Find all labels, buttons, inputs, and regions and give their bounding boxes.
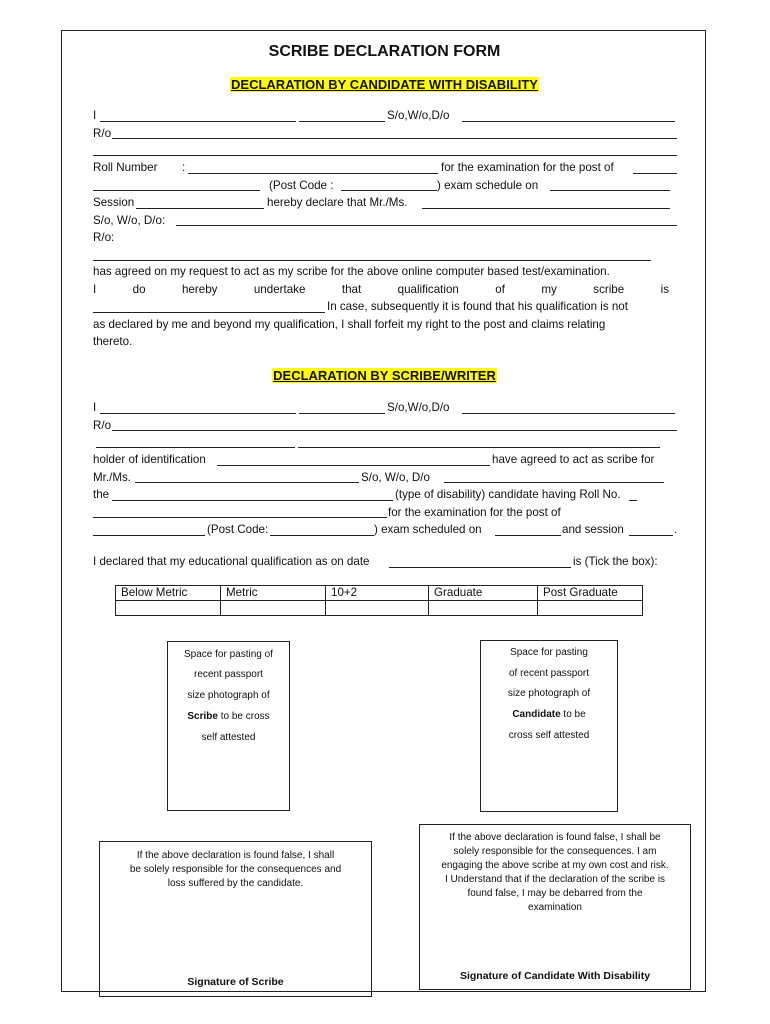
sig-cand-text: If the above declaration is found false, I shall be [449, 832, 661, 843]
qual-text-1: I declared that my educational qualification as on date [93, 555, 370, 568]
signature-box-scribe[interactable] [99, 841, 372, 997]
agreed-text: has agreed on my request to act as my scribe for the above online computer based test/examination. [93, 265, 610, 278]
photo-cand-line: of recent passport [508, 668, 590, 679]
thereto-text: thereto. [93, 335, 133, 348]
scr-name-line[interactable] [100, 413, 296, 414]
roll-number-line[interactable] [188, 173, 438, 174]
table-row [116, 601, 643, 616]
session-label: Session [93, 196, 135, 209]
scr-post-code-line[interactable] [270, 535, 374, 536]
qualification-table [115, 585, 643, 616]
tick-box-below-metric[interactable] [116, 601, 221, 616]
photo-scribe-line [168, 711, 289, 722]
roll-label: Roll Number [93, 161, 158, 174]
exam-post-text: for the examination for the post of [441, 161, 614, 174]
form-title: SCRIBE DECLARATION FORM [268, 43, 501, 60]
sig-cand-text: engaging the above scribe at my own cost and risk. [441, 860, 669, 871]
scr-agreed-text: have agreed to act as scribe for [492, 453, 655, 466]
tick-box-10-2[interactable] [326, 601, 429, 616]
cand-name-line[interactable] [100, 121, 296, 122]
form-border [61, 30, 706, 992]
cand-i-label: I [93, 109, 97, 122]
cand-name-line-scr[interactable] [135, 482, 359, 483]
scr-session-line[interactable] [629, 535, 673, 536]
scribe-father-line[interactable] [176, 225, 677, 226]
for-exam-text: for the examination for the post of [388, 506, 561, 519]
qual-date-line[interactable] [389, 567, 571, 568]
post-line-2[interactable] [93, 190, 260, 191]
in-case-text: In case, subsequently it is found that his qualification is not [327, 300, 628, 313]
undertake-word: hereby [181, 283, 218, 296]
undertake-word: I [93, 283, 97, 296]
sig-cand-text: I Understand that if the declaration of the scribe is [444, 874, 666, 885]
cand-name-line-2[interactable] [299, 121, 385, 122]
qual-header-10-2: 10+2 [326, 586, 429, 601]
photo-box-candidate[interactable] [480, 640, 618, 812]
photo-cand-line [481, 709, 617, 720]
photo-scribe-line: size photograph of [187, 690, 270, 701]
scribe-qual-line[interactable] [93, 312, 325, 313]
exam-schedule-text: ) exam schedule on [437, 179, 539, 192]
scr-ro-label: R/o [93, 419, 112, 432]
qual-header-post-graduate: Post Graduate [538, 586, 643, 601]
signature-scribe-label: Signature of Scribe [187, 976, 284, 988]
the-label: the [93, 488, 110, 501]
qual-header-metric: Metric [221, 586, 326, 601]
photo-box-scribe[interactable] [167, 641, 290, 811]
cand-father-line[interactable] [462, 121, 675, 122]
scr-name-line-2[interactable] [299, 413, 385, 414]
photo-cand-line: Space for pasting [510, 647, 588, 658]
table-row [116, 586, 643, 601]
cand-ro-label: R/o [93, 127, 112, 140]
session-text: and session [562, 523, 624, 536]
qual-text-2: is (Tick the box): [573, 555, 658, 568]
cand-ro2-label: R/o: [93, 231, 115, 244]
sig-scribe-text: loss suffered by the candidate. [167, 878, 304, 889]
photo-scribe-bold: Scribe [187, 711, 218, 722]
post-code-text: (Post Code : [269, 179, 334, 192]
scribe-name-line[interactable] [422, 208, 670, 209]
photo-cand-bold: Candidate [512, 709, 561, 720]
photo-cand-after: to be [560, 709, 586, 720]
mrms-label: Mr./Ms. [93, 471, 131, 484]
cand-so-label: S/o,W/o,D/o [387, 109, 450, 122]
sig-cand-text: examination [528, 902, 582, 913]
tick-box-post-graduate[interactable] [538, 601, 643, 616]
scr-address-line-2b[interactable] [298, 447, 660, 448]
candidate-heading-wrap [62, 76, 707, 94]
photo-scribe-line: self attested [201, 732, 256, 743]
scheduled-date-line[interactable] [495, 535, 561, 536]
exam-line[interactable] [93, 517, 387, 518]
holder-text: holder of identification [93, 453, 206, 466]
session-line[interactable] [136, 208, 264, 209]
disability-text: (type of disability) candidate having Roll No. [395, 488, 621, 501]
qual-header-below-metric: Below Metric [116, 586, 221, 601]
scribe-address-line[interactable] [93, 260, 651, 261]
tick-box-metric[interactable] [221, 601, 326, 616]
sig-scribe-text: be solely responsible for the consequences and [129, 864, 342, 875]
photo-scribe-line: recent passport [194, 669, 263, 680]
signature-box-candidate[interactable] [419, 824, 691, 990]
undertake-word: of [495, 283, 505, 296]
sig-cand-text: solely responsible for the consequences. I am [453, 846, 657, 857]
session-period: . [674, 523, 678, 536]
scr-so-mid: S/o, W/o, D/o [361, 471, 430, 484]
disability-line[interactable] [112, 500, 393, 501]
scr-father-line[interactable] [462, 413, 675, 414]
forfeit-text: as declared by me and beyond my qualification, I shall forfeit my right to the post and claims relating [93, 318, 606, 331]
post-line-scr[interactable] [93, 535, 205, 536]
scr-i-label: I [93, 401, 97, 414]
tick-box-graduate[interactable] [429, 601, 538, 616]
post-line[interactable] [633, 173, 677, 174]
cand-so2-label: S/o, W/o, D/o: [93, 214, 166, 227]
scr-post-code-text: (Post Code: [207, 523, 269, 536]
undertake-word: do [132, 283, 146, 296]
undertake-line [93, 283, 669, 297]
roll-colon: : [182, 161, 186, 174]
undertake-word: undertake [253, 283, 306, 296]
roll-no-line[interactable] [629, 500, 637, 501]
identification-line[interactable] [217, 465, 490, 466]
scribe-heading-wrap [62, 367, 707, 385]
declare-text: hereby declare that Mr./Ms. [267, 196, 408, 209]
scheduled-text: ) exam scheduled on [374, 523, 482, 536]
sig-scribe-text: If the above declaration is found false, I shall [136, 850, 335, 861]
post-code-line[interactable] [341, 190, 437, 191]
photo-scribe-after: to be cross [217, 711, 270, 722]
sig-cand-text: found false, I may be debarred from the [467, 888, 643, 899]
photo-cand-line: cross self attested [508, 730, 590, 741]
photo-scribe-line: Space for pasting of [184, 649, 273, 660]
cand-address-line[interactable] [112, 138, 677, 139]
undertake-word: qualification [397, 283, 459, 296]
scr-address-line[interactable] [112, 430, 677, 431]
photo-cand-line: size photograph of [507, 688, 591, 699]
undertake-word: is [660, 283, 669, 296]
undertake-word: that [341, 283, 362, 296]
qual-header-graduate: Graduate [429, 586, 538, 601]
scr-so-label: S/o,W/o,D/o [387, 401, 450, 414]
undertake-word: my [541, 283, 557, 296]
signature-candidate-label: Signature of Candidate With Disability [459, 970, 651, 982]
candidate-heading: DECLARATION BY CANDIDATE WITH DISABILITY [231, 77, 538, 92]
undertake-word: scribe [593, 283, 625, 296]
cand-address-line-2[interactable] [93, 155, 677, 156]
scribe-heading: DECLARATION BY SCRIBE/WRITER [273, 368, 496, 383]
cand-father-line-scr[interactable] [444, 482, 664, 483]
exam-date-line[interactable] [550, 190, 670, 191]
scr-address-line-2a[interactable] [96, 447, 295, 448]
